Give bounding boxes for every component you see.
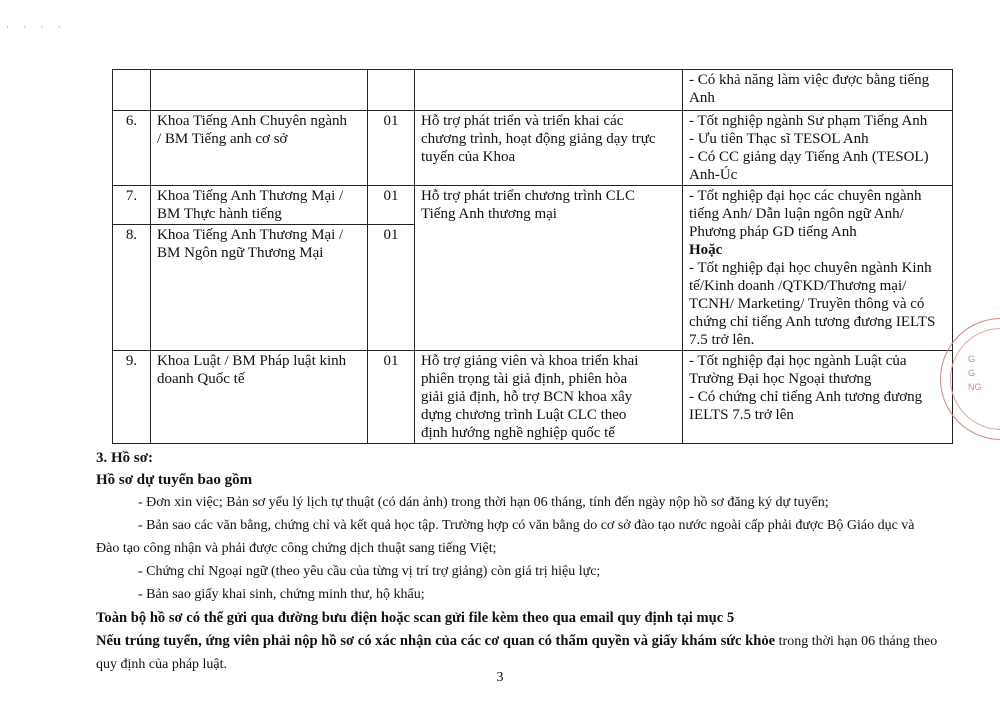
section-title: 3. Hồ sơ: [96, 450, 154, 466]
row-number: 9. [113, 351, 151, 444]
list-item: - Đơn xin việc; Bản sơ yếu lý lịch tự thuật (có dán ảnh) trong thời hạn 06 tháng, tính đến ngày nộp hồ sơ đăng ký dự tuyển; [138, 495, 829, 510]
hired-note-line2: quy định của pháp luật. [96, 657, 228, 672]
section-3 [96, 449, 966, 674]
requirements-cell: - Tốt nghiệp đại học ngành Luật của Trường Đại học Ngoại thương - Có chứng chỉ tiếng Anh tương đương IELTS 7.5 trở lên [683, 351, 953, 444]
hired-note: Nếu trúng tuyển, ứng viên phải nộp hồ sơ có xác nhận của các cơ quan có thẩm quyền và giấy khám sức khỏe trong thời hạn 06 tháng theo [96, 633, 938, 649]
list-item: - Bản sao các văn bằng, chứng chỉ và kết quả học tập. Trường hợp có văn bằng do cơ sở đào tạo nước ngoài cấp phải được Bộ Giáo dục và [138, 518, 915, 533]
submission-note: Toàn bộ hồ sơ có thể gửi qua đường bưu điện hoặc scan gửi file kèm theo qua email quy định tại mục 5 [96, 610, 735, 626]
stamp-text: G G NG [968, 354, 982, 392]
list-item: - Chứng chỉ Ngoại ngữ (theo yêu cầu của từng vị trí trợ giảng) còn giá trị hiệu lực; [138, 564, 601, 579]
or-label: Hoặc [689, 242, 723, 258]
page-number: 3 [496, 670, 504, 685]
quantity-cell: 01 [368, 225, 415, 351]
requirements-cell: - Tốt nghiệp đại học các chuyên ngành tiếng Anh/ Dẫn luận ngôn ngữ Anh/ Phương pháp GD tiếng Anh Hoặc - Tốt nghiệp đại học chuyên ngành Kinh tế/Kinh doanh /QTKD/Thương mại/ TCNH/ Marketing/ Truyền thông và có chứng chỉ tiếng Anh tương đương IELTS 7.5 trở lên. [683, 186, 953, 351]
row-number: 7. [113, 186, 151, 225]
section-subtitle: Hồ sơ dự tuyển bao gồm [96, 472, 253, 488]
unit-cell: Khoa Tiếng Anh Thương Mại / BM Ngôn ngữ Thương Mại [151, 225, 368, 351]
table-row [113, 351, 953, 444]
table-row [113, 111, 953, 186]
list-item: Đào tạo công nhận và phải được công chứng dịch thuật sang tiếng Việt; [96, 541, 497, 556]
quantity-cell: 01 [368, 111, 415, 186]
requirements-cell: - Tốt nghiệp ngành Sư phạm Tiếng Anh - Ưu tiên Thạc sĩ TESOL Anh - Có CC giảng dạy Tiếng Anh (TESOL) Anh-Úc [683, 111, 953, 186]
quantity-cell: 01 [368, 351, 415, 444]
requirements-cell: - Có khả năng làm việc được bằng tiếng Anh [683, 70, 953, 111]
quantity-cell: 01 [368, 186, 415, 225]
task-cell: Hỗ trợ phát triển và triển khai các chương trình, hoạt động giảng dạy trực tuyến của Khoa [415, 111, 683, 186]
table-row [113, 70, 953, 111]
list-item: - Bản sao giấy khai sinh, chứng minh thư, hộ khẩu; [138, 587, 425, 602]
unit-cell: Khoa Tiếng Anh Chuyên ngành / BM Tiếng anh cơ sở [151, 111, 368, 186]
scan-artifact: · · · · [6, 22, 67, 32]
unit-cell: Khoa Tiếng Anh Thương Mại / BM Thực hành tiếng [151, 186, 368, 225]
row-number: 6. [113, 111, 151, 186]
task-cell: Hỗ trợ phát triển chương trình CLC Tiếng Anh thương mại [415, 186, 683, 351]
position-table [112, 69, 953, 444]
table-row [113, 186, 953, 225]
unit-cell: Khoa Luật / BM Pháp luật kinh doanh Quốc tế [151, 351, 368, 444]
task-cell: Hỗ trợ giảng viên và khoa triển khai phiên trọng tài giả định, phiên hòa giải giả định, hỗ trợ BCN khoa xây dựng chương trình Luật CLC theo định hướng nghề nghiệp quốc tế [415, 351, 683, 444]
row-number: 8. [113, 225, 151, 351]
